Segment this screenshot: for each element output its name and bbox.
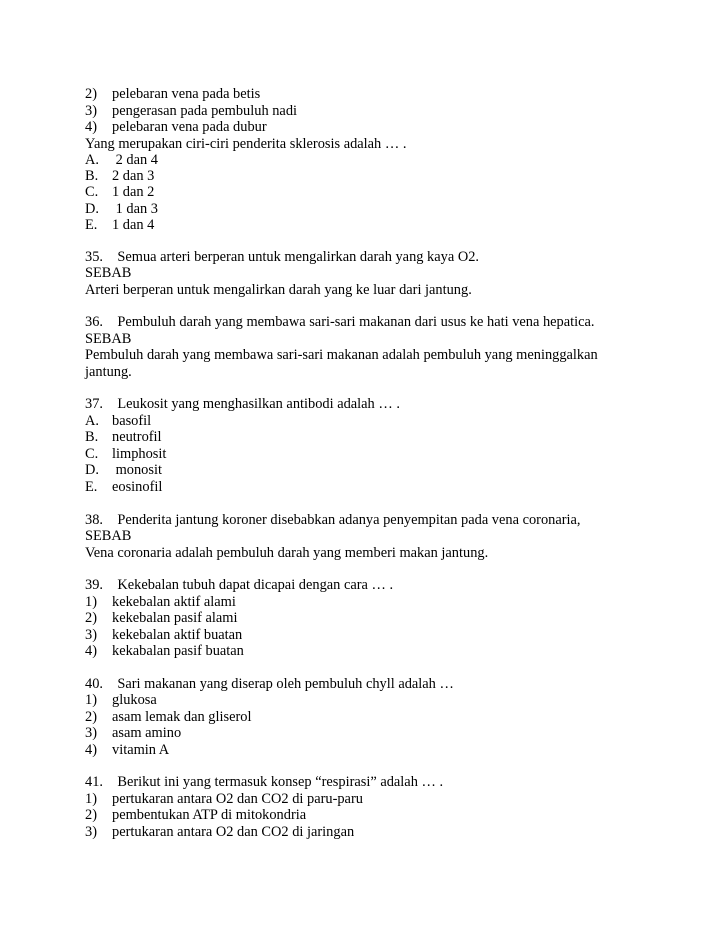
text-line: 4) vitamin A	[85, 742, 170, 758]
text-line: A. 2 dan 4	[85, 152, 158, 168]
text-line: D. 1 dan 3	[85, 201, 158, 217]
text-line: Arteri berperan untuk mengalirkan darah yang ke luar dari jantung.	[85, 282, 472, 298]
text-line: 38. Penderita jantung koroner disebabkan adanya penyempitan pada vena coronaria,	[85, 512, 581, 528]
text-line: SEBAB	[85, 265, 132, 281]
text-line: 2) pembentukan ATP di mitokondria	[85, 807, 307, 823]
text-line: jantung.	[85, 364, 132, 380]
text-line: 2) pelebaran vena pada betis	[85, 86, 261, 102]
text-line: Yang merupakan ciri-ciri penderita sklerosis adalah … .	[85, 136, 407, 152]
text-line: 3) kekebalan aktif buatan	[85, 627, 243, 643]
text-line: 3) asam amino	[85, 725, 182, 741]
text-line: Pembuluh darah yang membawa sari-sari makanan adalah pembuluh yang meninggalkan	[85, 347, 598, 363]
text-line: 37. Leukosit yang menghasilkan antibodi adalah … .	[85, 396, 400, 412]
text-line: 4) kekabalan pasif buatan	[85, 643, 244, 659]
text-line: 3) pertukaran antara O2 dan CO2 di jaringan	[85, 824, 355, 840]
text-line: A. basofil	[85, 413, 152, 429]
text-line: 35. Semua arteri berperan untuk mengalirkan darah yang kaya O2.	[85, 249, 479, 265]
text-line: 39. Kekebalan tubuh dapat dicapai dengan cara … .	[85, 577, 394, 593]
text-line: SEBAB	[85, 331, 132, 347]
text-line: 4) pelebaran vena pada dubur	[85, 119, 267, 135]
text-line: Vena coronaria adalah pembuluh darah yang memberi makan jantung.	[85, 545, 489, 561]
text-line: B. 2 dan 3	[85, 168, 155, 184]
text-line: 2) asam lemak dan gliserol	[85, 709, 252, 725]
text-line: 2) kekebalan pasif alami	[85, 610, 238, 626]
text-line: 1) kekebalan aktif alami	[85, 594, 236, 610]
text-line: 40. Sari makanan yang diserap oleh pembuluh chyll adalah …	[85, 676, 454, 692]
text-line: E. 1 dan 4	[85, 217, 155, 233]
text-line: SEBAB	[85, 528, 132, 544]
text-line: E. eosinofil	[85, 479, 163, 495]
text-line: B. neutrofil	[85, 429, 162, 445]
text-line: C. 1 dan 2	[85, 184, 155, 200]
text-line: C. limphosit	[85, 446, 167, 462]
text-line: 3) pengerasan pada pembuluh nadi	[85, 103, 298, 119]
text-line: 41. Berikut ini yang termasuk konsep “respirasi” adalah … .	[85, 774, 444, 790]
text-line: 36. Pembuluh darah yang membawa sari-sari makanan dari usus ke hati vena hepatica.	[85, 314, 595, 330]
text-line: 1) glukosa	[85, 692, 157, 708]
text-line: 1) pertukaran antara O2 dan CO2 di paru-paru	[85, 791, 363, 807]
text-line: D. monosit	[85, 462, 162, 478]
